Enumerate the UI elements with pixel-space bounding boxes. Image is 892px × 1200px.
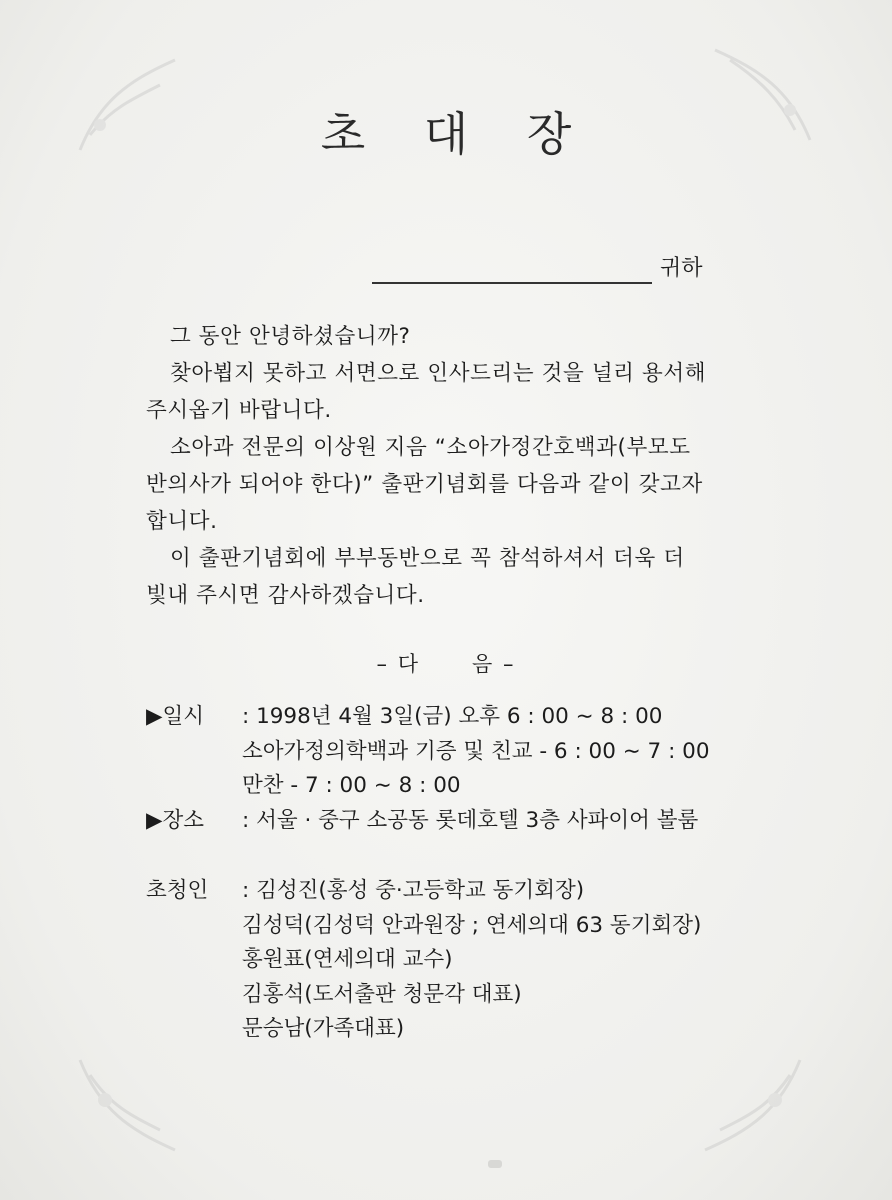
- body-paragraph-3-line-1: 소아과 전문의 이상원 지음 “소아가정간호백과(부모도: [170, 435, 691, 460]
- place-label: ▶장소: [146, 807, 205, 833]
- body-paragraph-1: 그 동안 안녕하셨습니까?: [170, 324, 411, 349]
- host-2: 김성덕(김성덕 안과원장 ; 연세의대 63 동기회장): [242, 912, 702, 938]
- body-paragraph-4-line-1: 이 출판기념회에 부부동반으로 꼭 참석하셔서 더욱 더: [170, 546, 685, 571]
- hosts-label: 초청인: [146, 878, 209, 903]
- host-5: 문승남(가족대표): [242, 1016, 405, 1041]
- corner-ornament-bottom-right: [690, 1040, 820, 1170]
- hosts-row: [146, 874, 786, 909]
- datetime-value: : 1998년 4월 3일(금) 오후 6 : 00 ∼ 8 : 00: [242, 704, 663, 729]
- host-3: 홍원표(연세의대 교수): [242, 947, 453, 972]
- section-heading-right: 음 –: [472, 652, 516, 676]
- datetime-sub-1: 소아가정의학백과 기증 및 친교 - 6 : 00 ∼ 7 : 00: [242, 738, 710, 764]
- paper-mark: [488, 1160, 502, 1168]
- addressee-blank: [372, 254, 652, 284]
- addressee-suffix: 귀하: [660, 256, 703, 281]
- page-title: 초 대 장: [320, 107, 594, 161]
- addressee-line: [372, 244, 703, 284]
- body-paragraph-3-line-3: 합니다.: [146, 509, 218, 534]
- body-paragraph-2-line-1: 찾아뵙지 못하고 서면으로 인사드리는 것을 널리 용서해: [170, 361, 707, 386]
- datetime-sub-2: 만찬 - 7 : 00 ∼ 8 : 00: [242, 773, 461, 798]
- body-paragraph-4-line-2: 빛내 주시면 감사하겠습니다.: [146, 583, 425, 608]
- datetime-label: ▶일시: [146, 704, 205, 729]
- body-paragraph-2-line-2: 주시옵기 바랍니다.: [146, 398, 332, 423]
- body-paragraph-3-line-2: 반의사가 되어야 한다)” 출판기념회를 다음과 같이 갖고자: [146, 472, 703, 497]
- host-4: 김홍석(도서출판 청문각 대표): [242, 981, 522, 1007]
- corner-ornament-bottom-left: [60, 1040, 190, 1170]
- section-heading-left: – 다: [376, 652, 420, 676]
- invitation-body: [146, 318, 746, 614]
- event-details: [146, 700, 786, 1047]
- place-row: [146, 804, 786, 839]
- host-1: : 김성진(홍성 중·고등학교 동기회장): [242, 878, 585, 903]
- datetime-row: [146, 700, 786, 735]
- place-value: : 서울 · 중구 소공동 롯데호텔 3층 사파이어 볼룸: [242, 807, 699, 833]
- section-heading: [0, 648, 892, 678]
